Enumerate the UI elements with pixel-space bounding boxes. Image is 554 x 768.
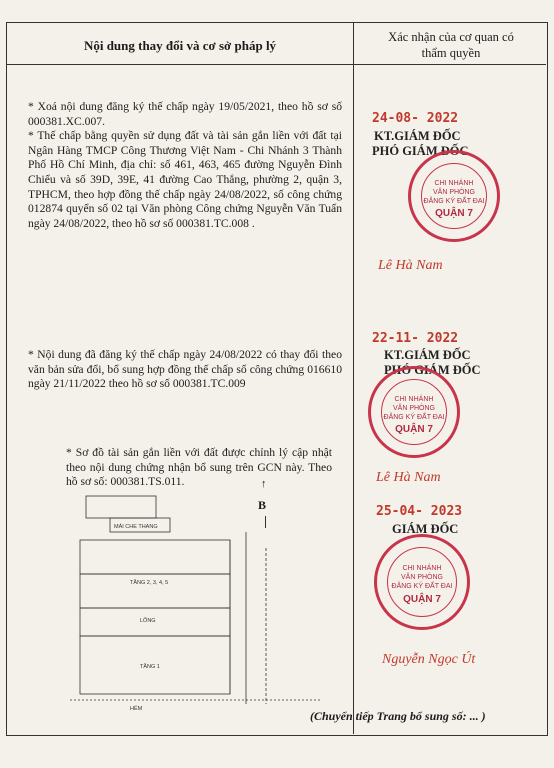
header-right bbox=[360, 29, 542, 61]
entry-2-text: * Nội dung đã đăng ký thế chấp ngày 24/08/2022 có thay đổi theo văn bản sửa đổi, bổ sung hợp đồng thế chấp số công chứng 016610 ngày 21/11/2022 theo hồ sơ số 000381.TC.009 bbox=[28, 348, 342, 391]
floor-plan-diagram bbox=[70, 488, 332, 712]
stamp-3-line1: CHI NHÁNH bbox=[402, 565, 442, 572]
header-right-line1: Xác nhận của cơ quan có bbox=[388, 30, 514, 44]
stamp-3-line2: VĂN PHÒNG bbox=[400, 574, 443, 581]
column-divider bbox=[353, 22, 354, 734]
entry-3-date: 25-04- 2023 bbox=[376, 504, 463, 519]
stamp-1-line2: VĂN PHÒNG bbox=[432, 189, 475, 196]
stamp-1-line4: QUẬN 7 bbox=[435, 208, 473, 219]
plan-label-tang-1: TẦNG 1 bbox=[140, 664, 160, 670]
entry-1-text: * Xoá nội dung đăng ký thế chấp ngày 19/05/2021, theo hồ sơ số 000381.XC.007. * Thế chấp bằng quyền sử dụng đất và tài sản gắn liền với đất tại Ngân Hàng TMCP Công Thương Việt Nam - Chi Nhánh 3 Thành Phố Hồ Chí Minh, địa chỉ: số 461, 463, 465 đường Nguyễn Đình Chiểu và số 39D, 39E, 41 đường Cao Thắng, phường 2, quận 3, TPHCM, theo hợp đồng thế chấp ngày 24/08/2022, số công chứng 012874 quyển số 02 tại Văn phòng Công chứng Nguyễn Văn Tuấn ngày 24/08/2022, theo hồ sơ số 000381.TC.008 . bbox=[28, 100, 342, 230]
entry-3-title1: GIÁM ĐỐC bbox=[392, 522, 459, 536]
entry-3-signer: Nguyễn Ngọc Út bbox=[382, 652, 476, 667]
entry-1-date: 24-08- 2022 bbox=[372, 111, 459, 126]
official-stamp-3 bbox=[374, 534, 470, 630]
stamp-3-line4: QUẬN 7 bbox=[403, 594, 441, 605]
entry-1-title1: KT.GIÁM ĐỐC bbox=[374, 129, 461, 143]
stamp-3-line3: ĐĂNG KÝ ĐẤT ĐAI bbox=[391, 583, 453, 590]
plan-label-long: LỐNG bbox=[140, 618, 156, 624]
footer-note: (Chuyển tiếp Trang bổ sung số: ... ) bbox=[310, 709, 486, 723]
official-stamp-2 bbox=[368, 366, 460, 458]
plan-label-hem: HẺM bbox=[130, 706, 143, 712]
plan-label-tang-2-5: TẦNG 2, 3, 4, 5 bbox=[130, 580, 169, 586]
entry-2-date: 22-11- 2022 bbox=[372, 331, 459, 346]
stamp-2-line1: CHI NHÁNH bbox=[394, 396, 434, 403]
up-arrow-icon: ↑ bbox=[261, 478, 267, 490]
stamp-2-line4: QUẬN 7 bbox=[395, 424, 433, 435]
header-divider bbox=[6, 64, 546, 65]
stamp-2-line2: VĂN PHÒNG bbox=[392, 405, 435, 412]
entry-3-text: * Sơ đồ tài sản gắn liền với đất được chỉnh lý cập nhật theo nội dung chứng nhận bổ sung trên GCN này. Theo hồ sơ số: 000381.TS.011. bbox=[66, 446, 332, 489]
entry-2-signer: Lê Hà Nam bbox=[376, 470, 441, 485]
entry-1-title2: PHÓ GIÁM ĐỐC bbox=[372, 144, 469, 158]
entry-2-title2: PHÓ GIÁM ĐỐC bbox=[384, 363, 481, 377]
official-stamp-1 bbox=[408, 150, 500, 242]
header-right-line2: thẩm quyền bbox=[421, 46, 481, 60]
stamp-2-line3: ĐĂNG KÝ ĐẤT ĐAI bbox=[383, 414, 445, 421]
plan-label-mai-che: MÁI CHE THANG bbox=[114, 524, 158, 530]
stamp-1-line3: ĐĂNG KÝ ĐẤT ĐAI bbox=[423, 198, 485, 205]
entry-1-signer: Lê Hà Nam bbox=[378, 258, 443, 273]
plan-label-b: B bbox=[258, 498, 267, 512]
stamp-1-line1: CHI NHÁNH bbox=[434, 180, 474, 187]
entry-2-title1: KT.GIÁM ĐỐC bbox=[384, 348, 471, 362]
header-left: Nội dung thay đổi và cơ sở pháp lý bbox=[83, 38, 277, 53]
